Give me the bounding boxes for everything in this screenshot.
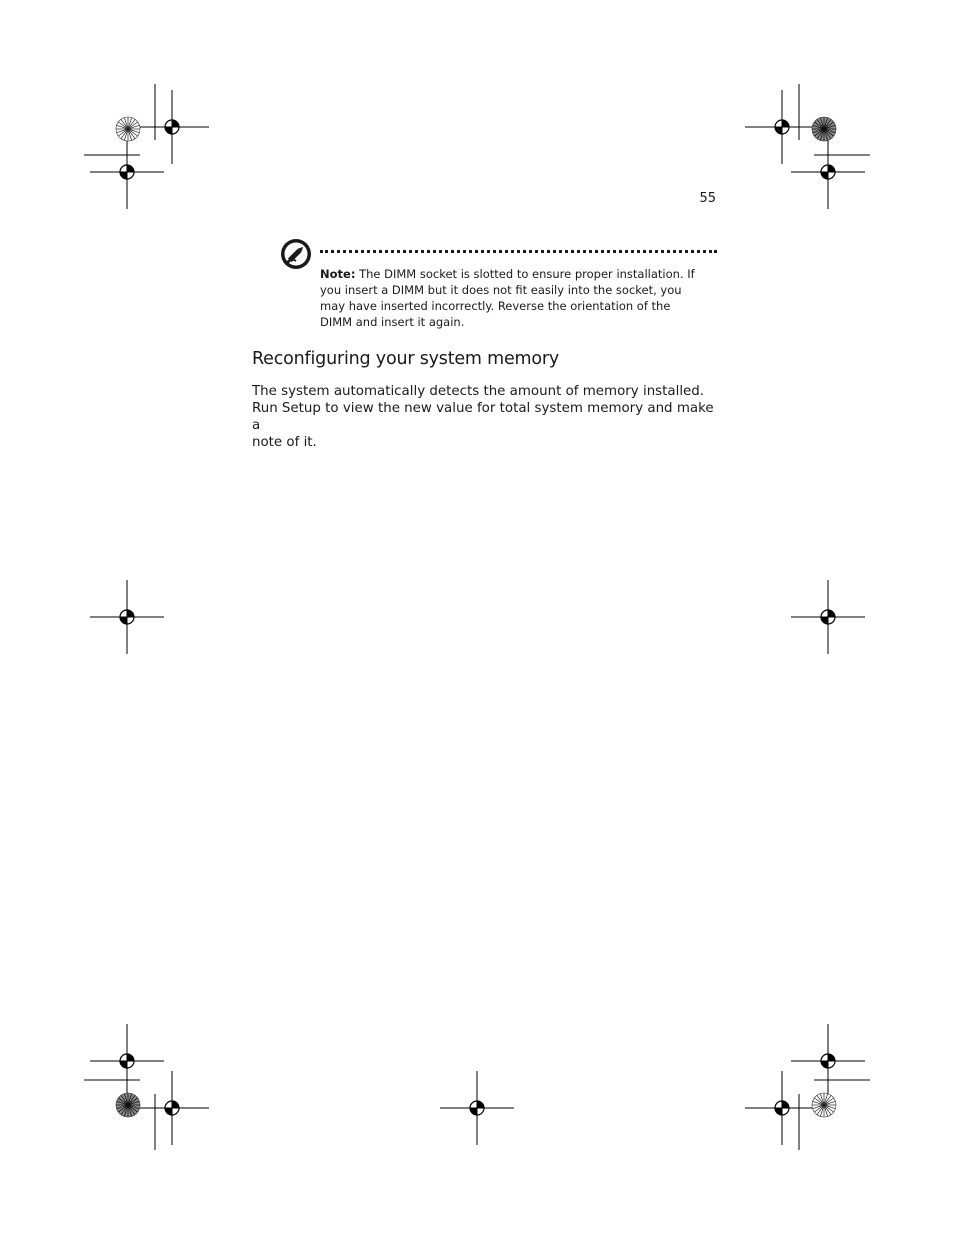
body-line: Run Setup to view the new value for total system memory and make a [252,401,714,433]
body-line: The system automatically detects the amount of memory installed. [252,384,705,399]
registration-mark-icon [135,1071,209,1145]
registration-mark-icon [745,1071,819,1145]
registration-mark-icon [791,1024,865,1098]
body-paragraph [252,383,722,451]
star-target-icon [812,1093,836,1117]
note-line: you insert a DIMM but it does not fit easily into the socket, you [320,283,682,297]
note-line: may have inserted incorrectly. Reverse the orientation of the [320,299,671,313]
registration-mark-icon [90,580,164,654]
star-target-icon [812,117,836,141]
registration-mark-icon [135,90,209,164]
star-target-icon [116,117,140,141]
body-line: note of it. [252,435,317,450]
note-line: DIMM and insert it again. [320,315,465,329]
registration-mark-icon [791,135,865,209]
note-line: The DIMM socket is slotted to ensure proper installation. If [359,267,695,281]
registration-mark-icon [90,1024,164,1098]
registration-mark-icon [791,580,865,654]
crop-marks [84,84,870,1150]
registration-mark-icon [745,90,819,164]
note-text [320,266,720,330]
star-target-icon [116,1093,140,1117]
section-heading: Reconfiguring your system memory [252,349,560,369]
note-label: Note: [320,267,356,281]
registration-mark-icon [90,135,164,209]
note-divider [320,250,717,253]
page-number: 55 [699,191,716,206]
registration-mark-icon [440,1071,514,1145]
pen-note-icon [279,237,313,271]
